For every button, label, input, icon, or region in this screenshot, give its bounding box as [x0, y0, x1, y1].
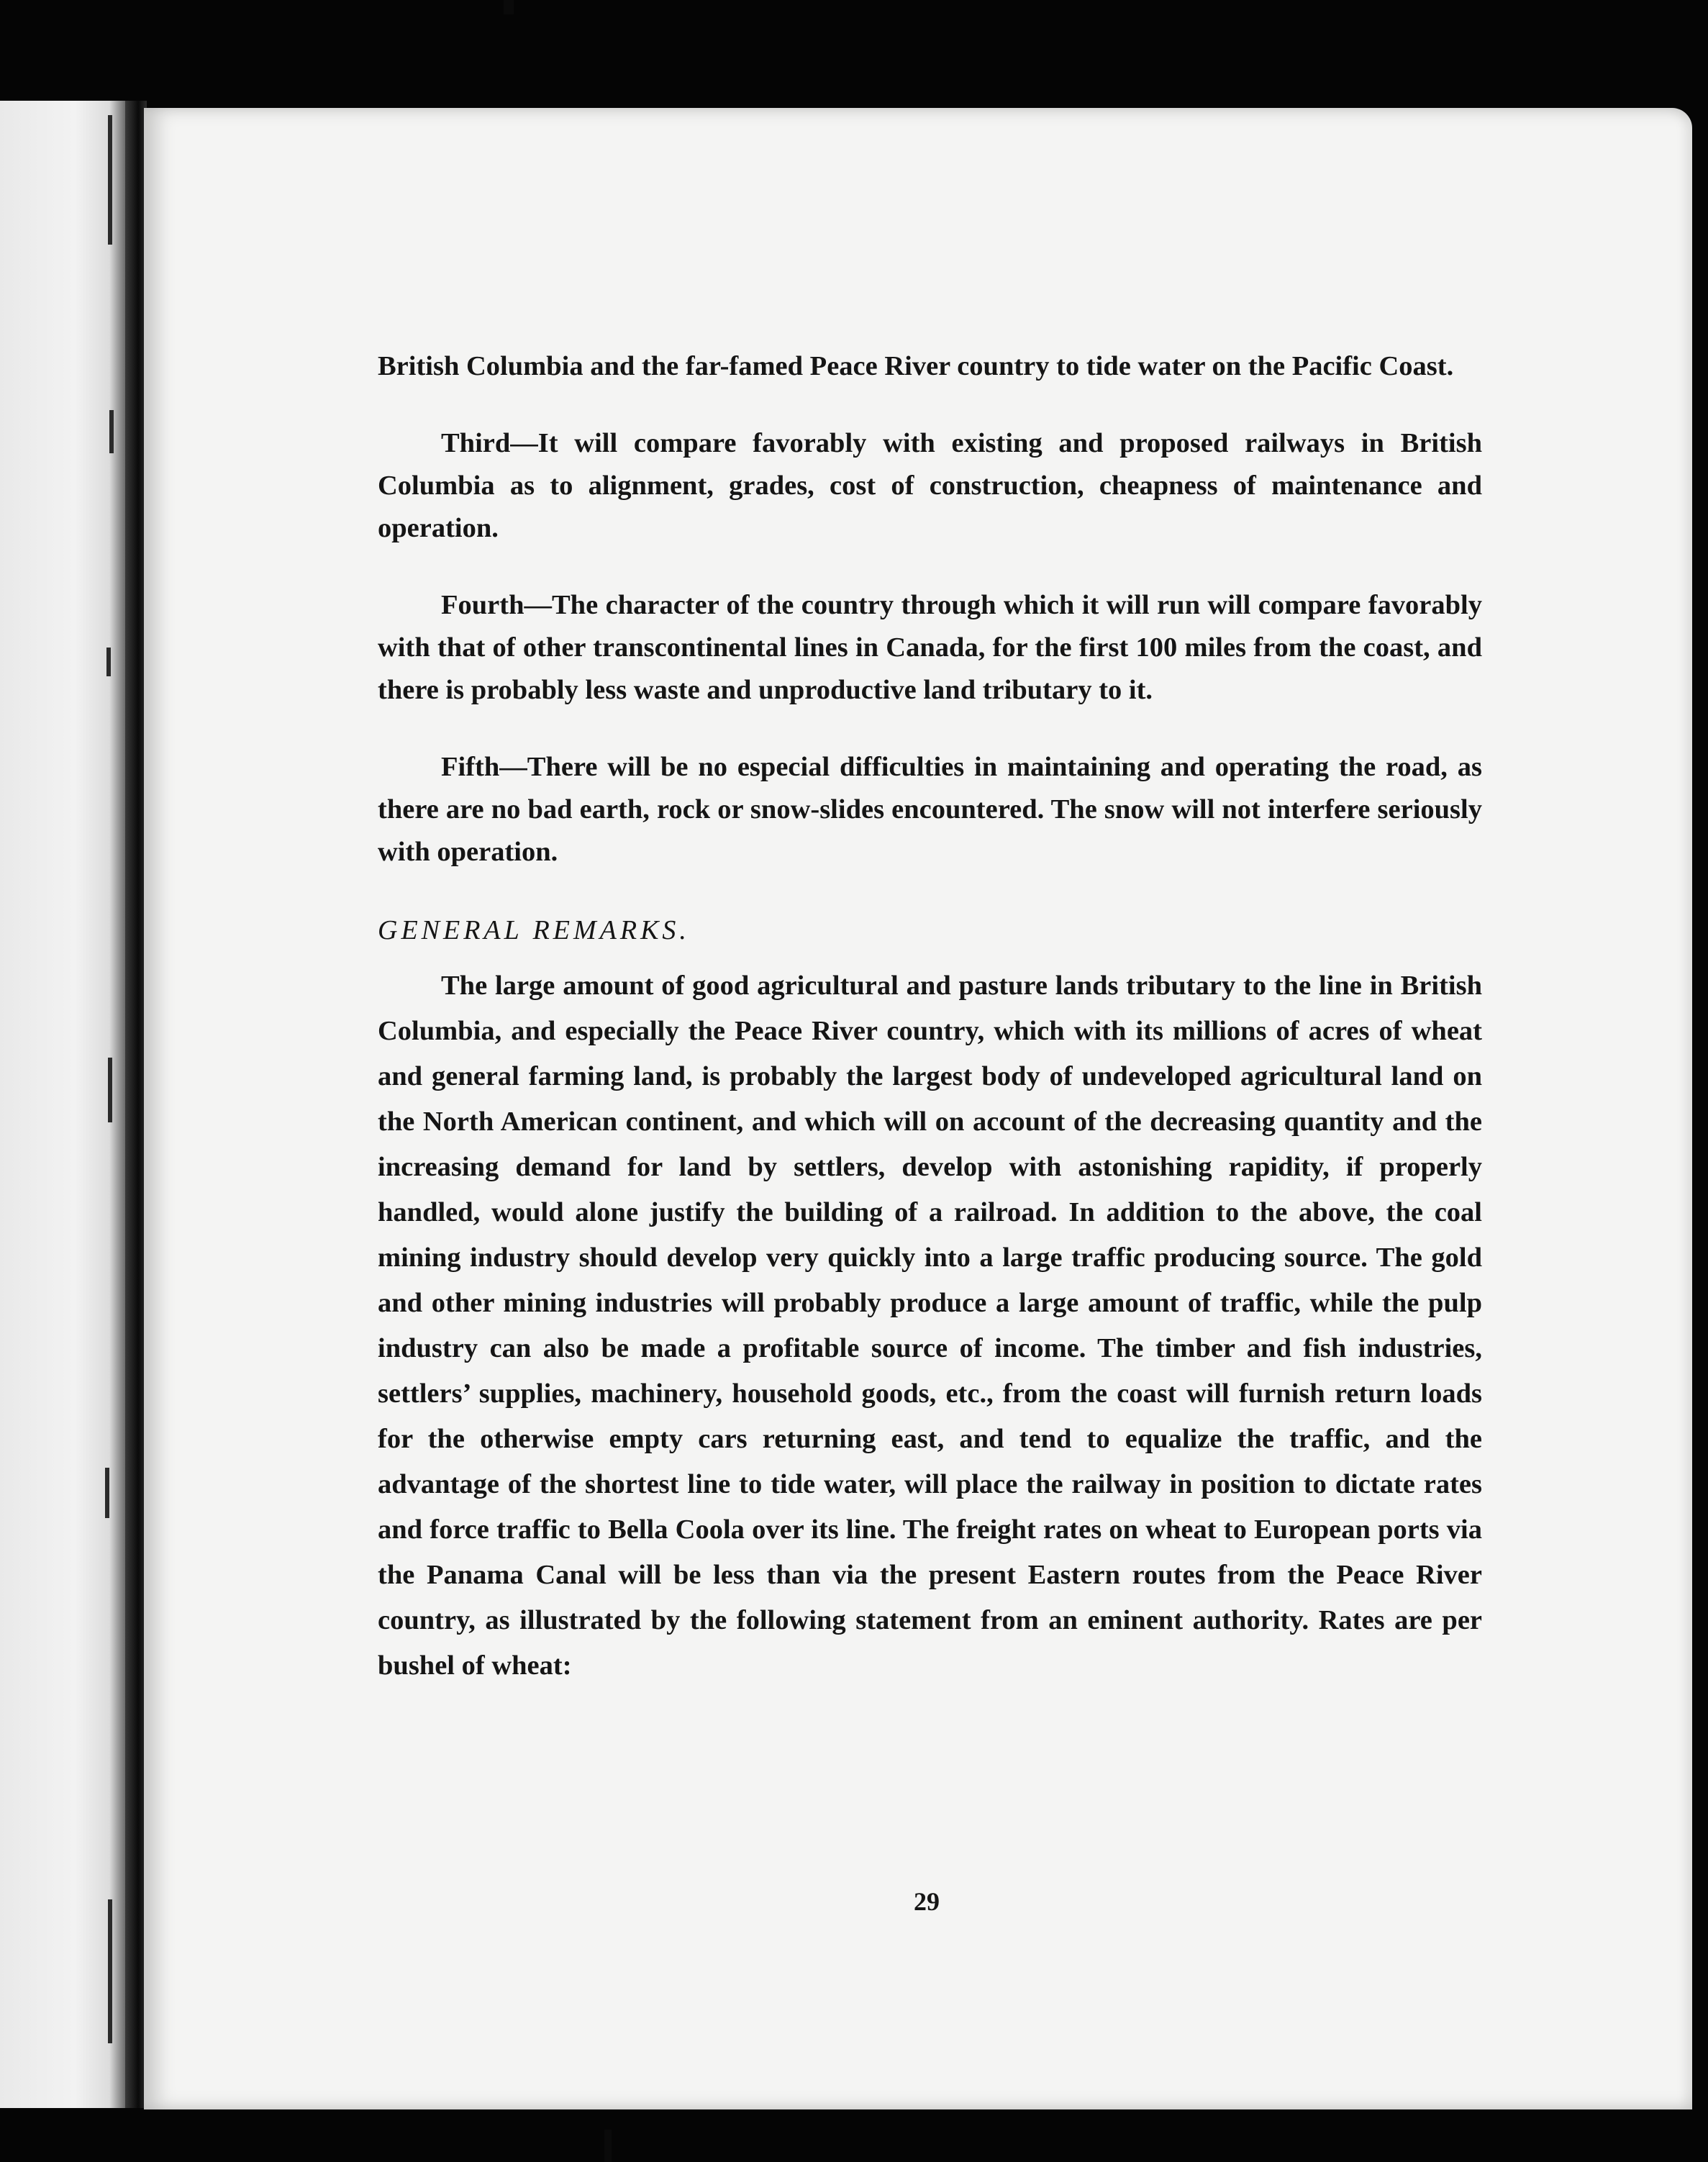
page-edge-mark [109, 410, 114, 453]
page-edge-mark [105, 1468, 109, 1518]
page-edge-mark [108, 115, 112, 245]
paragraph-fifth: Fifth—There will be no especial difficulties in maintaining and operating the road, as there are no bad earth, rock or snow-slides encountered. The snow will not interfere seriously with operation. [378, 752, 1482, 867]
page-edge-mark [106, 648, 111, 676]
paragraph-third: Third—It will compare favorably with existing and proposed railways in British Columbia as to alignment, grades, cost of construction, cheapness of maintenance and operation. [378, 428, 1482, 543]
paragraph-fourth: Fourth—The character of the country through which it will run will compare favorably with that of other transcontinental lines in Canada, for the first 100 miles from the coast, and there is probably less waste and unproductive land tributary to it. [378, 590, 1482, 705]
scan-artifact [604, 2130, 612, 2162]
page-text [378, 345, 1482, 1689]
page-edge-mark [108, 1899, 112, 2043]
page-number: 29 [914, 1887, 940, 1916]
section-heading: GENERAL REMARKS. [378, 915, 690, 945]
page-edge-mark [108, 1058, 112, 1122]
paragraph-general-remarks: The large amount of good agricultural and pasture lands tributary to the line in British Columbia, and especially the Peace River country, which with its millions of acres of wheat and general farming land, is probably the largest body of undeveloped agricultural land on the North American continent, and which will on account of the decreasing quantity and the increasing demand for land by settlers, develop with astonishing rapidity, if properly handled, would alone justify the building of a railroad. In addition to the above, the coal mining industry should develop very quickly into a large traffic producing source. The gold and other mining industries will probably produce a large amount of traffic, while the pulp industry can also be made a profitable source of income. The timber and fish industries, settlers’ supplies, machinery, household goods, etc., from the coast will furnish return loads for the otherwise empty cars returning east, and tend to equalize the traffic, and the advantage of the shortest line to tide water, will place the railway in position to dictate rates and force traffic to Bella Coola over its line. The freight rates on wheat to European ports via the Panama Canal will be less than via the present Eastern routes from the Peace River country, as illustrated by the following statement from an eminent authority. Rates are per bushel of wheat: [378, 971, 1482, 1681]
paragraph-continuation: British Columbia and the far-famed Peace River country to tide water on the Pacific Coast. [378, 351, 1454, 381]
scan-artifact [504, 0, 514, 14]
facing-page-edge [0, 101, 137, 2108]
